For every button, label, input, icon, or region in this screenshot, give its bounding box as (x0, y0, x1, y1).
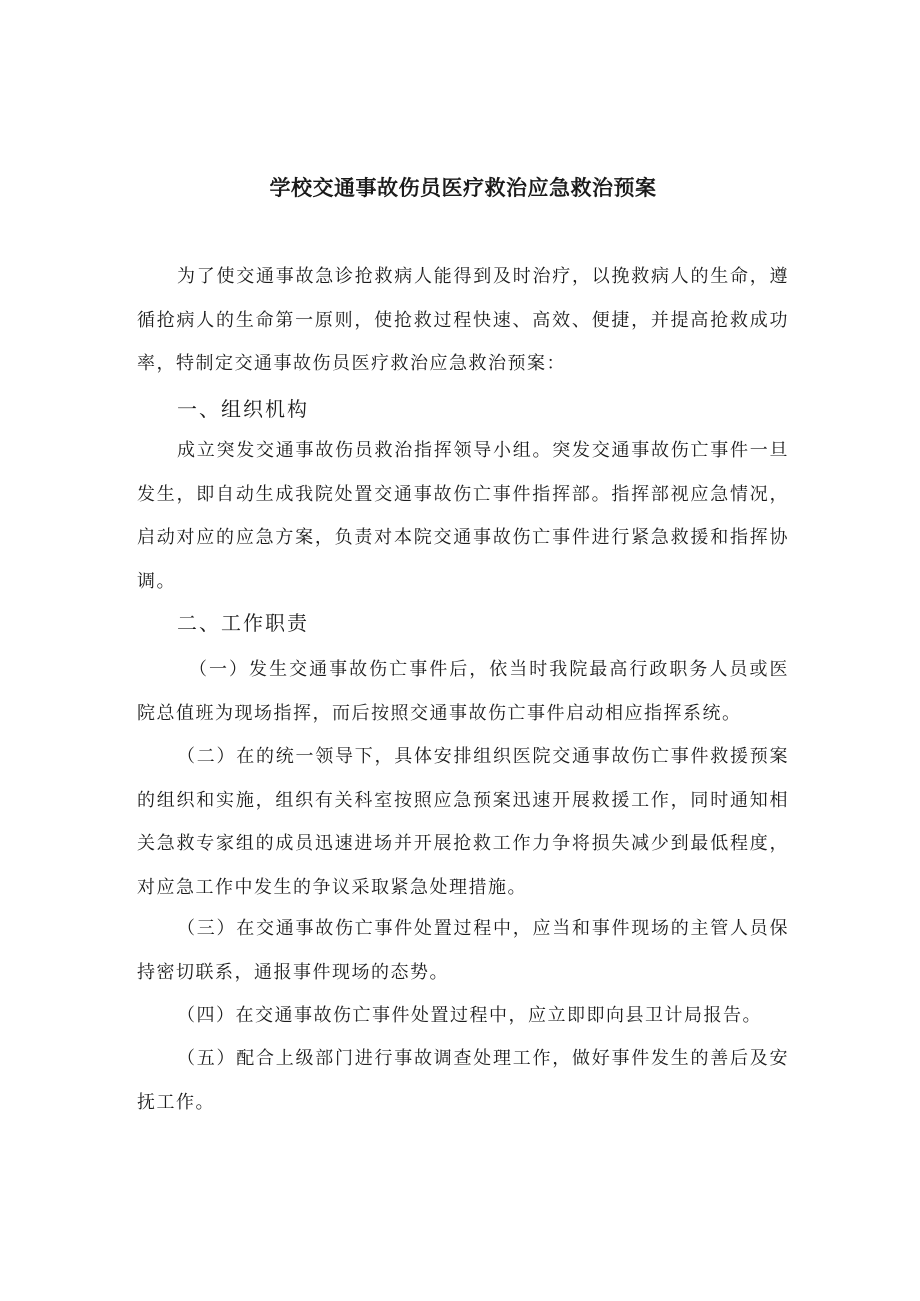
duty-item-2: （二）在的统一领导下，具体安排组织医院交通事故伤亡事件救援预案的组织和实施，组织有关科室按照应急预案迅速开展救援工作，同时通知相关急救专家组的成员迅速进场并开展抢救工作力争将损失减少到最低程度，对应急工作中发生的争议采取紧急处理措施。 (137, 746, 789, 898)
duty-item-3: （三）在交通事故伤亡事件处置过程中，应当和事件现场的主管人员保持密切联系，通报事件现场的态势。 (137, 918, 789, 983)
duty-item-4: （四）在交通事故伤亡事件处置过程中，应立即即向县卫计局报告。 (177, 1005, 762, 1026)
section-heading-organization: 一、组织机构 (177, 397, 309, 421)
document-title: 学校交通事故伤员医疗救治应急救治预案 (269, 176, 657, 200)
duty-item-5: （五）配合上级部门进行事故调查处理工作，做好事件发生的善后及安抚工作。 (137, 1048, 789, 1113)
section-heading-duties: 二、工作职责 (177, 611, 309, 635)
organization-paragraph: 成立突发交通事故伤员救治指挥领导小组。突发交通事故伤亡事件一旦发生，即自动生成我院处置交通事故伤亡事件指挥部。指挥部视应急情况，启动对应的应急方案，负责对本院交通事故伤亡事件进行紧急救援和指挥协调。 (137, 440, 789, 592)
intro-paragraph: 为了使交通事故急诊抢救病人能得到及时治疗，以挽救病人的生命，遵循抢病人的生命第一原则，使抢救过程快速、高效、便捷，并提高抢救成功率，特制定交通事故伤员医疗救治应急救治预案： (137, 266, 789, 374)
duty-item-1: （一）发生交通事故伤亡事件后，依当时我院最高行政职务人员或医院总值班为现场指挥，而后按照交通事故伤亡事件启动相应指挥系统。 (137, 659, 789, 724)
